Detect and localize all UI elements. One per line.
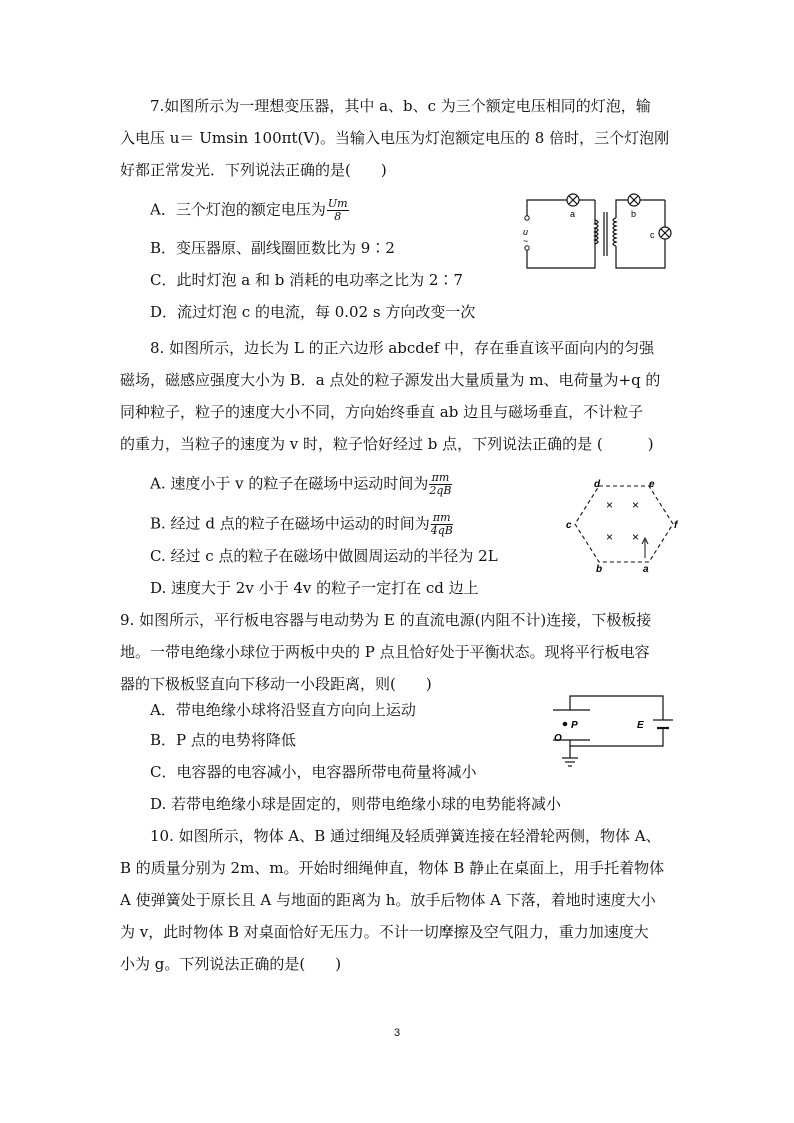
q8-line-1: 8. 如图所示，边长为 L 的正六边形 abcdef 中，存在垂直该平面向内的匀强	[150, 339, 655, 357]
q8-option-b-text: B. 经过 d 点的粒子在磁场中运动的时间为	[150, 514, 430, 533]
label-tilde: ~	[523, 236, 529, 246]
q8-line-4: 的重力，当粒子的速度为 v 时，粒子恰好经过 b 点，下列说法正确的是 ( )	[120, 435, 654, 453]
label-p: P	[571, 720, 578, 731]
q8-option-a-denominator: 2qB	[429, 484, 452, 497]
q9-option-b: B．P 点的电势将降低	[150, 731, 296, 749]
label-u: u	[523, 227, 529, 237]
q10-line-4: 为 v，此时物体 B 对桌面恰好无压力。不计一切摩擦及空气阻力，重力加速度大	[120, 923, 649, 941]
q8-line-3: 同种粒子，粒子的速度大小不同，方向始终垂直 ab 边且与磁场垂直，不计粒子	[120, 403, 644, 421]
q8-line-2: 磁场，磁感应强度大小为 B．a 点处的粒子源发出大量质量为 m、电荷量为+q 的	[120, 371, 661, 389]
q9-option-d: D. 若带电绝缘小球是固定的，则带电绝缘小球的电势能将减小	[150, 795, 562, 813]
q7-option-b: B．变压器原、副线圈匝数比为 9∶2	[150, 239, 395, 257]
q9-line-3: 器的下极板竖直向下移动一小段距离，则( )	[120, 675, 432, 693]
q8-option-a-fraction	[429, 472, 451, 497]
q8-option-a-numerator: πm	[429, 472, 451, 485]
q7-line-1: 7.如图所示为一理想变压器，其中 a、b、c 为三个额定电压相同的灯泡，输	[150, 97, 651, 115]
field-x-2: ×	[632, 498, 640, 512]
field-x-4: ×	[632, 530, 640, 544]
page-number: 3	[393, 1027, 401, 1039]
q7-option-a-denominator: 8	[334, 210, 342, 223]
label-o: O	[554, 733, 562, 744]
q8-option-a-text: A. 速度小于 v 的粒子在磁场中运动时间为	[150, 474, 429, 493]
q7-option-a-fraction	[327, 198, 349, 223]
q7-option-a-text: A．三个灯泡的额定电压为	[150, 200, 326, 219]
hexagon-magnetic-field-figure	[565, 478, 685, 574]
vertex-f: f	[674, 520, 678, 531]
label-lamp-a: a	[570, 209, 576, 219]
vertex-a: a	[643, 564, 649, 574]
vertex-d: d	[594, 479, 601, 490]
q8-option-b-numerator: πm	[431, 512, 453, 525]
q8-option-c: C. 经过 c 点的粒子在磁场中做圆周运动的半径为 2L	[150, 547, 498, 565]
vertex-b: b	[596, 564, 603, 574]
field-x-1: ×	[606, 498, 614, 512]
q10-line-2: B 的质量分别为 2m、m。开始时细绳伸直，物体 B 静止在桌面上，用手托着物体	[120, 859, 665, 877]
label-lamp-b: b	[631, 209, 637, 219]
q7-option-a	[150, 198, 349, 223]
q9-line-2: 地。一带电绝缘小球位于两板中央的 P 点且恰好处于平衡状态。现将平行板电容	[120, 643, 650, 661]
vertex-c: c	[566, 520, 572, 531]
q8-option-a	[150, 472, 452, 497]
vertex-e: e	[649, 479, 655, 490]
q9-option-a: A．带电绝缘小球将沿竖直方向向上运动	[150, 701, 416, 719]
q10-line-5: 小为 g。下列说法正确的是( )	[120, 955, 342, 973]
q7-line-2: 入电压 u＝ Umsin 100πt(V)。当输入电压为灯泡额定电压的 8 倍时，三个灯泡刚	[120, 129, 670, 147]
transformer-circuit-figure	[515, 188, 685, 278]
q8-option-d: D. 速度大于 2v 小于 4v 的粒子一定打在 cd 边上	[150, 579, 479, 597]
q8-option-b	[150, 512, 453, 537]
q7-option-c: C．此时灯泡 a 和 b 消耗的电功率之比为 2∶7	[150, 271, 463, 289]
q7-line-3: 好都正常发光．下列说法正确的是( )	[120, 161, 387, 179]
q9-option-c: C．电容器的电容减小，电容器所带电荷量将减小	[150, 763, 477, 781]
q8-option-b-denominator: 4qB	[430, 524, 453, 537]
label-e: E	[637, 720, 644, 731]
q9-line-1: 9. 如图所示，平行板电容器与电动势为 E 的直流电源(内阻不计)连接，下极板接	[120, 611, 652, 629]
capacitor-circuit-figure	[545, 690, 675, 780]
q7-option-a-numerator: Um	[327, 197, 348, 210]
q10-line-1: 10. 如图所示，物体 A、B 通过细绳及轻质弹簧连接在轻滑轮两侧，物体 A、	[150, 827, 661, 845]
q10-line-3: A 使弹簧处于原长且 A 与地面的距离为 h。放手后物体 A 下落，着地时速度大小	[120, 891, 656, 909]
q8-option-b-fraction	[431, 512, 453, 537]
q7-option-d: D．流过灯泡 c 的电流，每 0.02 s 方向改变一次	[150, 303, 476, 321]
field-x-3: ×	[606, 530, 614, 544]
label-lamp-c: c	[650, 230, 655, 240]
